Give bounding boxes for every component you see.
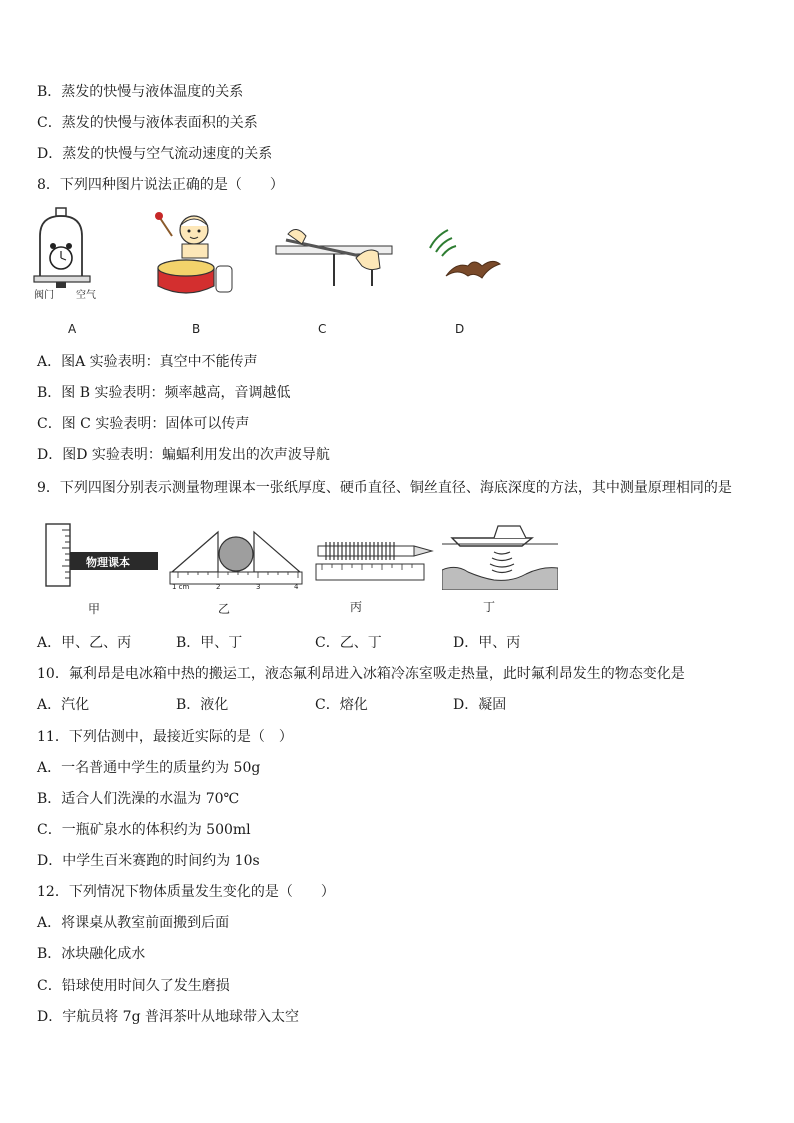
q9-caption-jia: 甲 bbox=[88, 602, 101, 616]
air-label: 空气 bbox=[76, 290, 96, 301]
q10-option-d: D．凝固 bbox=[453, 697, 507, 713]
q8-option-c: C．图 C 实验表明：固体可以传声 bbox=[37, 416, 250, 432]
bell-jar-figure bbox=[32, 206, 122, 302]
q9-option-b: B．甲、丁 bbox=[176, 635, 243, 651]
q9-caption-bing: 丙 bbox=[350, 600, 363, 614]
q11-option-a: A．一名普通中学生的质量约为 50g bbox=[37, 760, 261, 776]
q8-caption-a: A bbox=[68, 322, 77, 336]
q12-option-a: A．将课桌从教室前面搬到后面 bbox=[37, 915, 230, 931]
ruler-tick-2: 2 bbox=[216, 583, 221, 590]
q7-option-b: B．蒸发的快慢与液体温度的关系 bbox=[37, 84, 244, 100]
drum-boy-figure bbox=[150, 206, 240, 302]
q9-stem: 9．下列四图分别表示测量物理课本一张纸厚度、硬币直径、铜丝直径、海底深度的方法，其中测量原理相同的是 bbox=[37, 480, 732, 496]
q12-option-d: D．宇航员将 7g 普洱茶叶从地球带入太空 bbox=[37, 1009, 299, 1025]
q7-option-c: C．蒸发的快慢与液体表面积的关系 bbox=[37, 115, 258, 131]
q11-option-c: C．一瓶矿泉水的体积约为 500ml bbox=[37, 822, 251, 838]
q7-option-d: D．蒸发的快慢与空气流动速度的关系 bbox=[37, 146, 273, 162]
q9-option-c: C．乙、丁 bbox=[315, 635, 382, 651]
ruler-tick-3: 3 bbox=[256, 583, 261, 590]
sonar-ship-figure bbox=[442, 516, 558, 590]
q9-option-d: D．甲、丙 bbox=[453, 635, 521, 651]
q8-stem: 8．下列四种图片说法正确的是（ ） bbox=[37, 177, 284, 193]
q12-option-b: B．冰块融化成水 bbox=[37, 946, 146, 962]
q8-option-a: A．图A 实验表明：真空中不能传声 bbox=[37, 354, 258, 370]
ruler-tick-4: 4 bbox=[294, 583, 299, 590]
valve-label: 阀门 bbox=[34, 290, 54, 301]
q11-stem: 11．下列估测中，最接近实际的是（ ） bbox=[37, 729, 293, 745]
q8-option-d: D．图D 实验表明：蝙蝠利用发出的次声波导航 bbox=[37, 447, 330, 463]
q8-caption-d: D bbox=[455, 322, 465, 336]
q11-option-d: D．中学生百米赛跑的时间约为 10s bbox=[37, 853, 260, 869]
q10-option-c: C．熔化 bbox=[315, 697, 368, 713]
q12-option-c: C．铅球使用时间久了发生磨损 bbox=[37, 978, 230, 994]
q8-caption-c: C bbox=[318, 322, 327, 336]
bat-figure bbox=[420, 218, 504, 284]
q9-option-a: A．甲、乙、丙 bbox=[37, 635, 132, 651]
wire-diameter-figure bbox=[312, 530, 436, 586]
table-ruler-figure bbox=[272, 216, 396, 286]
q8-caption-b: B bbox=[192, 322, 201, 336]
q9-caption-ding: 丁 bbox=[483, 600, 496, 614]
q10-option-b: B．液化 bbox=[176, 697, 229, 713]
book-thickness-figure bbox=[44, 522, 160, 588]
q10-stem: 10．氟利昂是电冰箱中热的搬运工，液态氟利昂进入冰箱冷冻室吸走热量，此时氟利昂发生的物态变化是 bbox=[37, 666, 685, 682]
q11-option-b: B．适合人们洗澡的水温为 70℃ bbox=[37, 791, 240, 807]
q10-option-a: A．汽化 bbox=[37, 697, 90, 713]
coin-diameter-figure bbox=[168, 522, 304, 590]
ruler-unit: 1 cm bbox=[172, 583, 190, 590]
q8-option-b: B．图 B 实验表明：频率越高，音调越低 bbox=[37, 385, 291, 401]
book-label: 物理课本 bbox=[86, 556, 130, 569]
q12-stem: 12．下列情况下物体质量发生变化的是（ ） bbox=[37, 884, 335, 900]
q9-caption-yi: 乙 bbox=[218, 602, 231, 616]
